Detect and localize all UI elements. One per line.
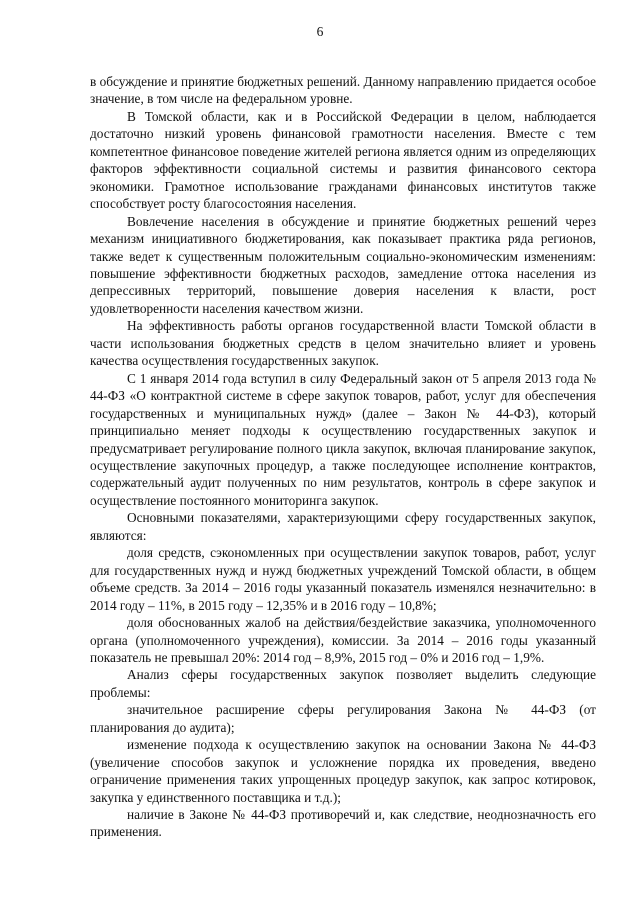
paragraph-continuation: в обсуждение и принятие бюджетных решений. Данному направлению придается особое значение, в том числе на федеральном уровне. — [90, 74, 596, 107]
page-number: 6 — [316, 24, 324, 39]
paragraph-problems-intro: Анализ сферы государственных закупок позволяет выделить следующие проблемы: — [90, 667, 596, 700]
document-body — [90, 73, 596, 841]
paragraph-indicator-savings: доля средств, сэкономленных при осуществлении закупок товаров, работ, услуг для государственных нужд и нужд бюджетных учреждений Томской области, в общем объеме средств. За 2014 – 2016 годы указанный показатель изменялся незначительно: в 2014 году – 11%, в 2015 году – 12,35% и в 2016 году – 10,8%; — [90, 545, 596, 613]
paragraph-procurement-quality: На эффективность работы органов государственной власти Томской области в части использования бюджетных средств в целом значительно влияет и уровень качества осуществления государственных закупок. — [90, 318, 596, 369]
paragraph-indicators-intro: Основными показателями, характеризующими сферу государственных закупок, являются: — [90, 510, 596, 543]
paragraph-problem-approach: изменение подхода к осуществлению закупок на основании Закона № 44-ФЗ (увеличение способов закупок и усложнение порядка их проведения, введено ограничение применения таких упрощенных процедур закупок, как запрос котировок, закупка у единственного поставщика и т.д.); — [90, 737, 596, 805]
paragraph-federal-law: С 1 января 2014 года вступил в силу Федеральный закон от 5 апреля 2013 года № 44-ФЗ «О контрактной системе в сфере закупок товаров, работ, услуг для обеспечения государственных и муниципальных нужд» (далее – Закон № 44-ФЗ), который принципиально меняет подходы к осуществлению государственных закупок и предусматривает регулирование полного цикла закупок, включая планирование закупок, осуществление закупочных процедур, а также последующее исполнение контрактов, содержательный аудит полученных по ним результатов, контроль в сфере закупок и осуществление постоянного мониторинга закупок. — [90, 370, 596, 508]
paragraph-financial-literacy: В Томской области, как и в Российской Федерации в целом, наблюдается достаточно низкий уровень финансовой грамотности населения. Вместе с тем компетентное финансовое поведение жителей региона является одним из определяющих факторов эффективности социальной системы и развития финансового сектора экономики. Грамотное использование гражданами финансовых институтов также способствует росту благосостояния населения. — [90, 108, 596, 212]
paragraph-problem-contradictions: наличие в Законе № 44-ФЗ противоречий и, как следствие, неоднозначность его применения. — [90, 807, 596, 840]
paragraph-indicator-complaints: доля обоснованных жалоб на действия/бездействие заказчика, уполномоченного органа (уполномоченного учреждения), комиссии. За 2014 – 2016 годы указанный показатель не превышал 20%: 2014 год – 8,9%, 2015 год – 0% и 2016 год – 1,9%. — [90, 615, 596, 665]
paragraph-initiative-budgeting: Вовлечение населения в обсуждение и принятие бюджетных решений через механизм инициативного бюджетирования, как показывает практика ряда регионов, также ведет к существенным положительным социально-экономическим изменениям: повышение эффективности бюджетных расходов, замедление оттока населения из депрессивных территорий, повышение доверия населения к власти, рост удовлетворенности населения качеством жизни. — [90, 213, 596, 316]
paragraph-problem-scope: значительное расширение сферы регулирования Закона № 44-ФЗ (от планирования до аудита); — [90, 702, 596, 735]
